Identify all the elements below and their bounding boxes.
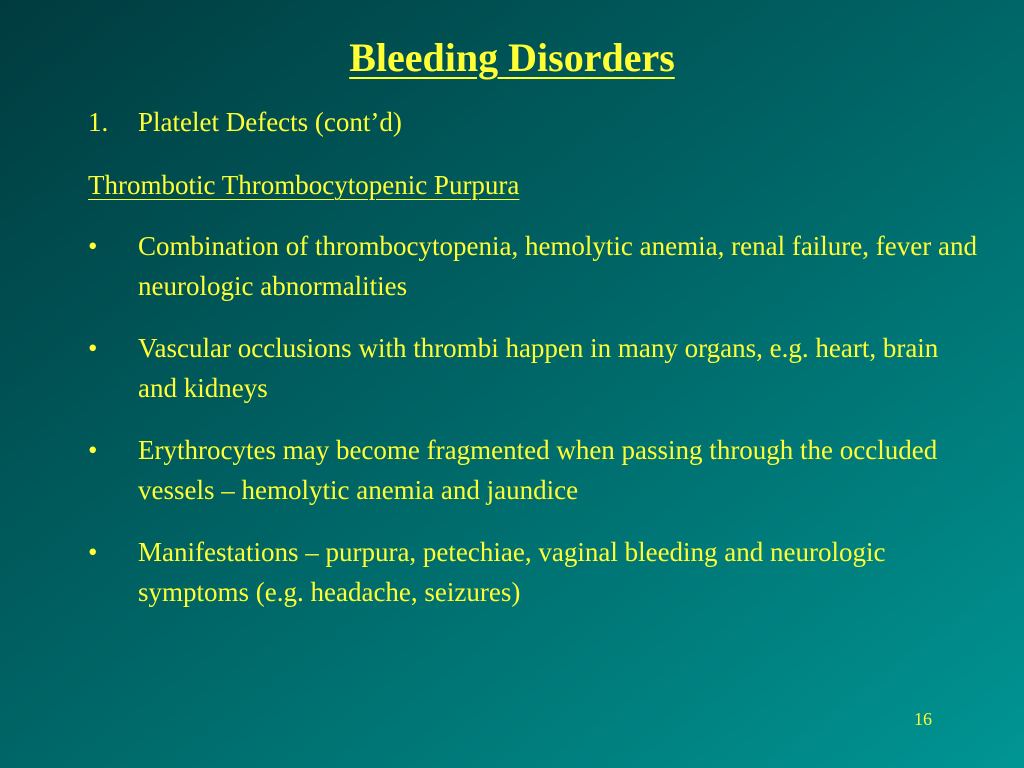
bullet-text: Erythrocytes may become fragmented when passing through the occluded vessels – hemolytic anemia and jaundice: [138, 435, 938, 505]
bullet-item: [88, 430, 978, 510]
slide-title-text: Bleeding Disorders: [349, 35, 675, 80]
bullet-text: Vascular occlusions with thrombi happen in many organs, e.g. heart, brain and kidneys: [138, 333, 939, 403]
numbered-item-text: Platelet Defects (cont’d): [138, 107, 402, 137]
slide-title: [0, 34, 1024, 82]
bullet-text: Combination of thrombocytopenia, hemolytic anemia, renal failure, fever and neurologic abnormalities: [138, 231, 977, 301]
bullet-dot: •: [88, 333, 98, 363]
bullet-dot: •: [88, 537, 98, 567]
bullet-item: [88, 226, 978, 306]
subheading: Thrombotic Thrombocytopenic Purpura: [88, 170, 520, 200]
numbered-item-number: 1.: [88, 107, 109, 137]
bullet-dot: •: [88, 231, 98, 261]
bullet-text: Manifestations – purpura, petechiae, vaginal bleeding and neurologic symptoms (e.g. headache, seizures): [138, 537, 886, 607]
bullet-item: [88, 532, 978, 612]
page-number: 16: [914, 709, 932, 729]
bullet-item: [88, 328, 978, 408]
bullet-dot: •: [88, 435, 98, 465]
numbered-item: [88, 105, 402, 139]
